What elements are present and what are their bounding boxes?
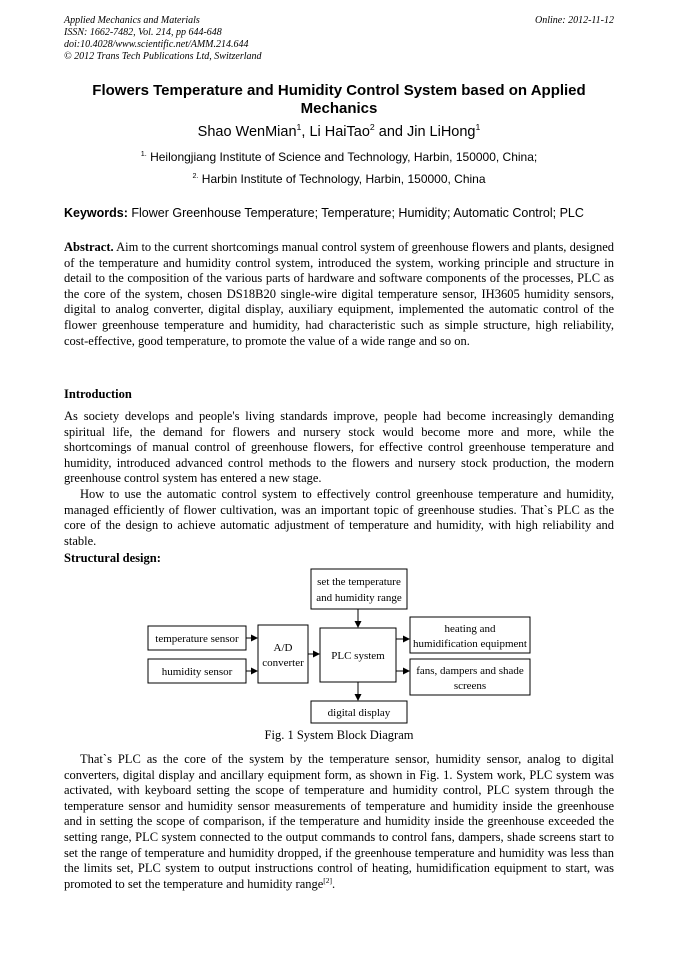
set-range-label-1: set the temperature [317, 576, 401, 588]
author-name: Shao WenMian [197, 124, 297, 140]
ad-label-2: converter [262, 657, 304, 669]
heating-label-1: heating and [444, 623, 496, 635]
figure-caption: Fig. 1 System Block Diagram [264, 728, 414, 742]
author-separator: , [301, 124, 310, 140]
set-range-label-2: and humidity range [316, 592, 402, 604]
author-superscript: 2 [369, 122, 375, 133]
intro-paragraph-2: How to use the automatic control system to effectively control greenhouse temperature and humidity, managed efficiently of flower cultivation, was an important topic of greenhouse studies. That`s PLC as the core of the design to achieve automatic adjustment of temperature and humidity, with high reliability and stable. [64, 487, 614, 548]
copyright: © 2012 Trans Tech Publications Ltd, Switzerland [64, 51, 262, 62]
introduction-heading: Introduction [64, 387, 132, 401]
affiliation-mark: 2. [192, 171, 199, 180]
ad-label-1: A/D [273, 642, 293, 654]
fans-label-1: fans, dampers and shade [416, 665, 524, 677]
abstract-text: Aim to the current shortcomings manual control system of greenhouse flowers and plants, designed of the temperature and humidity control system, introduced the system, working principle and structure in detail to the composition of the various parts of hardware and software components of the processes, PLC as the core of the system, chosen DS18B20 single-wire digital temperature sensor, IH3605 humidity sensors, digital to analog converter, digital display, auxiliary equipment, implemented the automatic control of the flower greenhouse temperature and humidity, had characteristic such as simple structure, high reliability, cost-effective, good temperature, to promote the value of a wide range and so on. [64, 240, 614, 348]
journal-name: Applied Mechanics and Materials [64, 15, 200, 26]
author-superscript: 1 [475, 122, 481, 133]
temp-sensor-label: temperature sensor [155, 633, 239, 645]
fans-label-2: screens [453, 680, 487, 692]
heating-label-2: humidification equipment [413, 638, 527, 650]
author-name: Jin LiHong [406, 124, 476, 140]
affiliation-mark: 1. [140, 149, 147, 158]
author-superscript: 1 [296, 122, 302, 133]
structural-heading: Structural design: [64, 551, 161, 565]
paper-title: Flowers Temperature and Humidity Control System based on Applied Mechanics [92, 82, 586, 117]
keywords-text: Flower Greenhouse Temperature; Temperature; Humidity; Automatic Control; PLC [131, 206, 584, 220]
end-period: . [332, 876, 336, 891]
affiliation-text: Harbin Institute of Technology, Harbin, 150000, China [201, 172, 486, 186]
humidity-sensor-label: humidity sensor [161, 666, 233, 678]
issn: ISSN: 1662-7482, Vol. 214, pp 644-648 [64, 27, 222, 38]
citation-ref: [2] [323, 875, 333, 885]
affiliation-text: Heilongjiang Institute of Science and Technology, Harbin, 150000, China; [150, 150, 538, 164]
author-name: Li HaiTao [309, 124, 370, 140]
abstract-label: Abstract. [64, 240, 114, 254]
body-paragraph [64, 752, 614, 892]
ad-converter-block [258, 625, 308, 683]
intro-paragraph-1: As society develops and people's living standards improve, people had become increasingly demanding spiritual life, the demand for flowers and nursery stock would become more and more, while the shortcomings of manual control of greenhouse flowers, for effective control greenhouse temperature and humidity, introduced advanced control methods to the flowers and nursery stock production, the modern greenhouse control system has entered a new stage. [64, 409, 614, 486]
author-separator: and [374, 124, 407, 140]
body-text: That`s PLC as the core of the system by the temperature sensor, humidity sensor, analog to digital converters, digital display and ancillary equipment form, as shown in Fig. 1. System work, PLC system was activated, with keyboard setting the scope of temperature and humidity control, PLC system through the temperature sensor and humidity sensor measurements of temperature and humidity inside the greenhouse and in setting the scope of comparison, if the temperature and humidity inside the greenhouse exceeded the setting range, PLC system connected to the output commands to control fans, dampers, shade screens start to set the range of temperature and humidity dropped, if the greenhouse temperature and humidity was less than the limits set, PLC system to output instructions control of heating, humidification equipment to start, was promoted to set the temperature and humidity range [64, 752, 614, 891]
online-date: Online: 2012-11-12 [535, 15, 614, 26]
keywords-label: Keywords: [64, 206, 128, 220]
plc-label: PLC system [331, 650, 385, 662]
display-label: digital display [327, 707, 391, 719]
doi: doi:10.4028/www.scientific.net/AMM.214.644 [64, 39, 249, 50]
